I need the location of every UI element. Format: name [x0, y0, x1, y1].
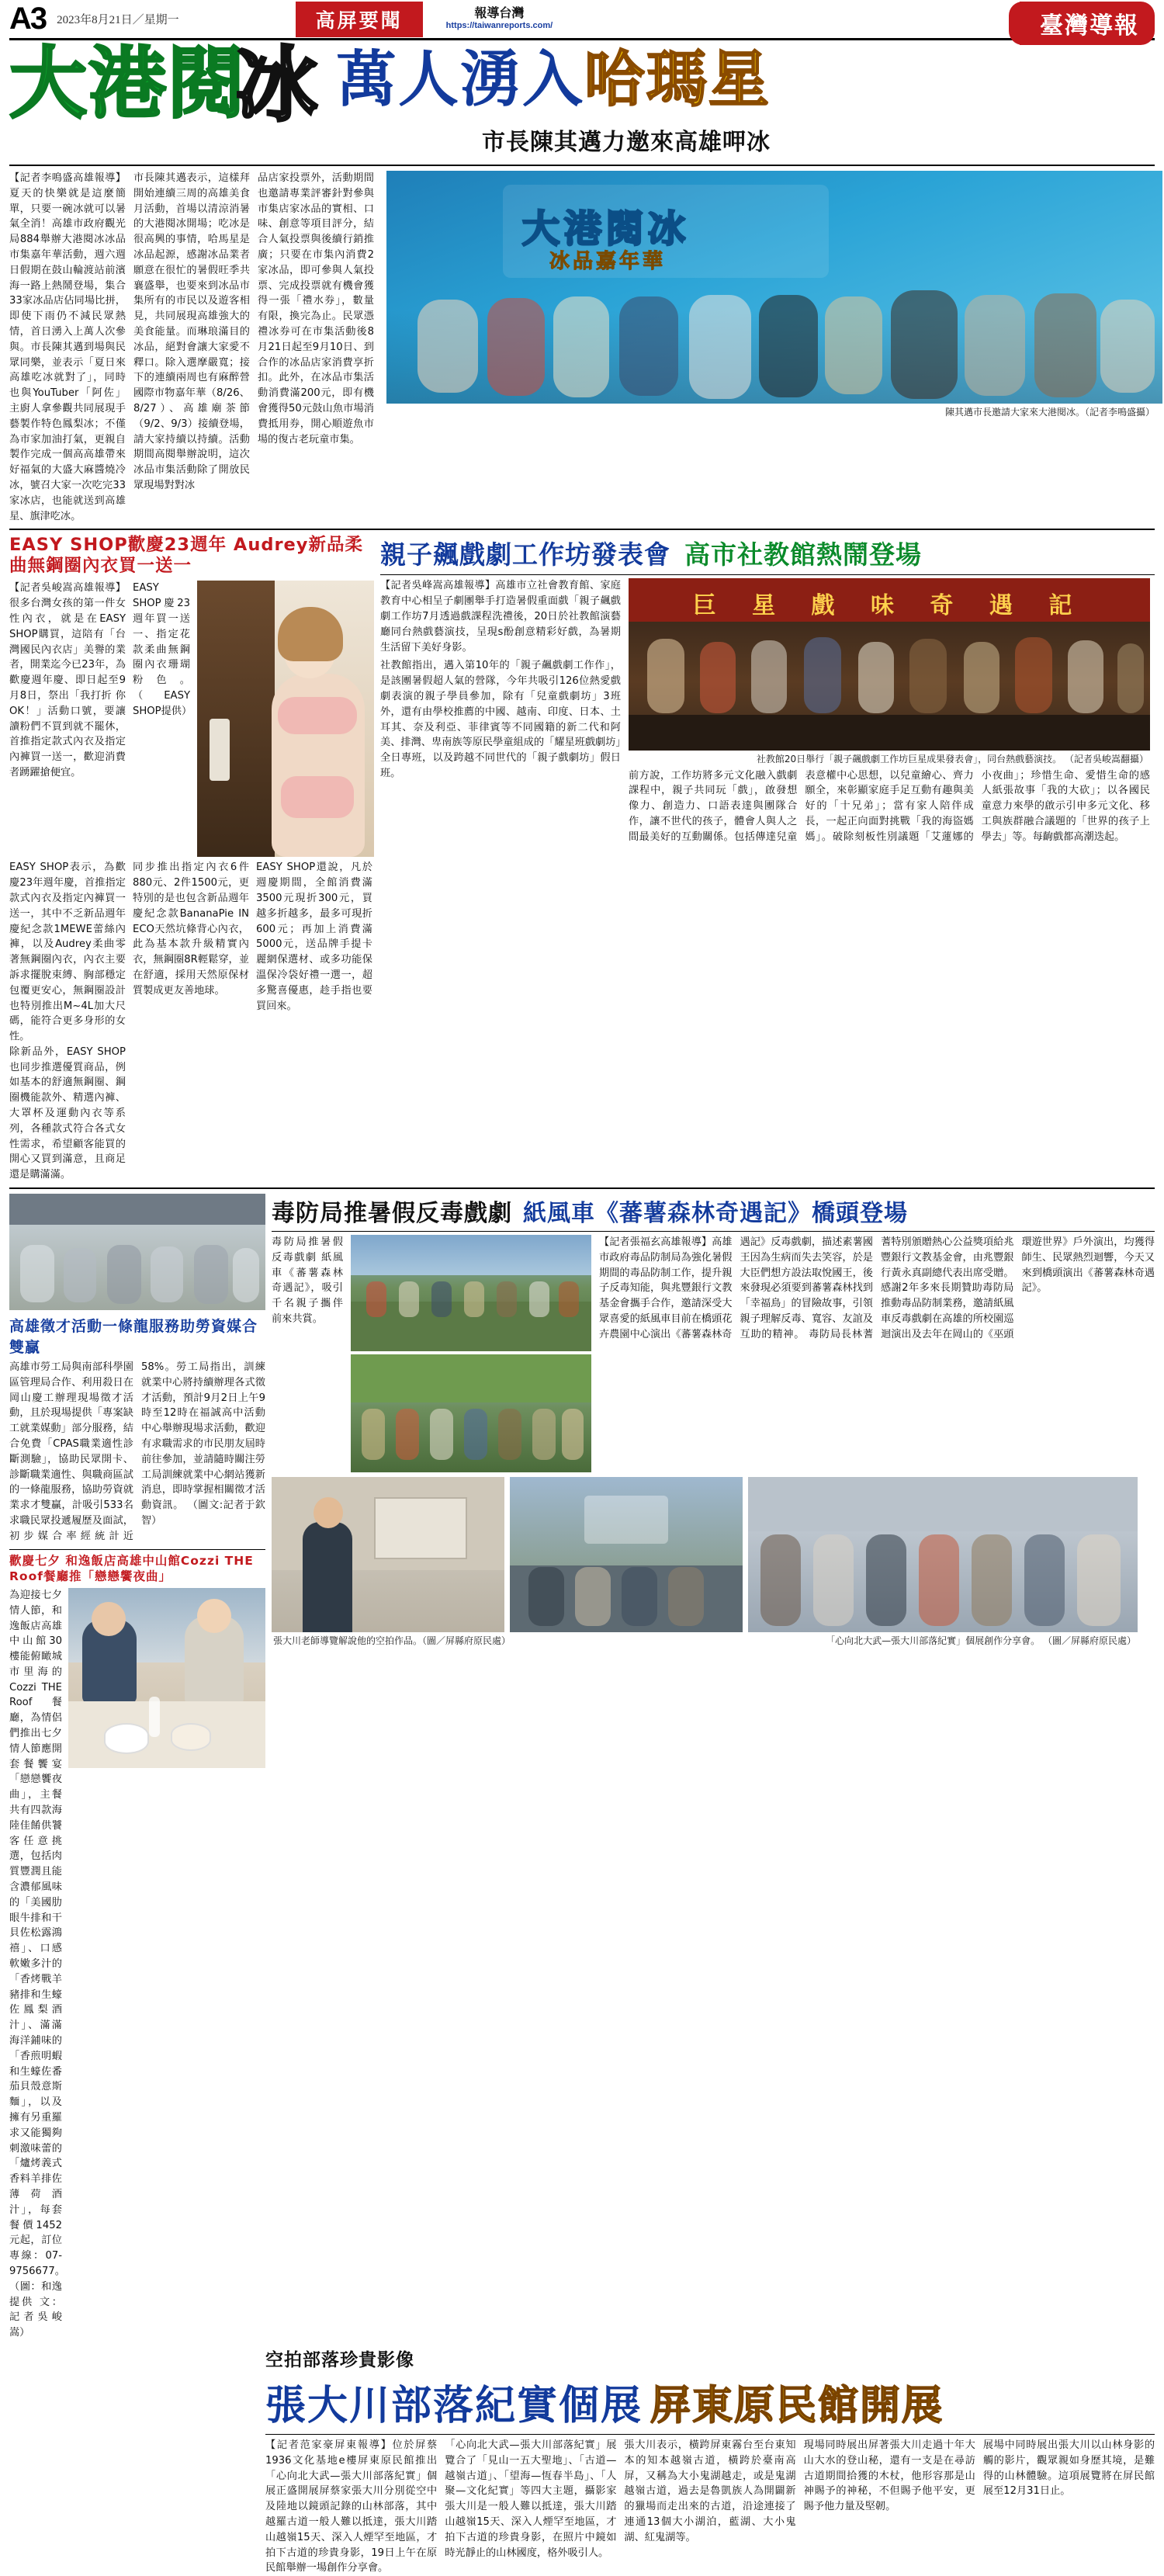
drama-headline-blue: 親子飆戲劇工作坊發表會: [380, 539, 670, 570]
lead-title-right: [336, 45, 771, 157]
masthead: [9, 0, 1155, 40]
qixi-photo: [68, 1588, 265, 1768]
drama-col-3: 前方說，工作坊將多元文化融入戲劇課程中，親子共同玩「戲」，啟發想像力、創造力、口語表達與團隊合作，讓不世代的孩子，體會人與人之間最美好的互動關係。包括傳達兒童表意權中心思想，以兒童繪心、齊力願全，來彰顯家庭手足互動有趣與美好的「十兄弟」；當有家人陪伴成長，一起正向面對挑戰「我的海盜媽媽」。破除刻板性別議題「艾蓮娜的小夜曲」；珍惜生命、愛惜生命的感人紙張故事「我的大砍」；以各國民童意力來學的啟示引申多元文化、移工與族群融合議題的「世界的孩子上學去」等。每齣戲都高潮迭起。: [629, 769, 1150, 843]
stage-banner-text: 巨 星 戲 味 奇 遇 記: [692, 592, 1086, 620]
drug-side-note: 毒防局推暑假反毒戲劇 紙風車《蕃薯森林奇遇記》，吸引千名親子攜伴前來共賞。: [272, 1236, 343, 1326]
aerial-group-photo: [748, 1477, 1138, 1632]
aerial-col-2: 「心向北大武—張大川部落紀實」展覽合了「見山一五大聖地」、「古道—越嶺古道」、「望海—恆春半島」、「人聚—文化紀實」等四大主題，攝影家張大川是一般人難以抵達，張大川踏山越嶺15天、深入人煙罕至地區，才拍下古道的珍貴身影，在照片中鏡如時光靜止的山林國度，格外吸引人。: [445, 2439, 617, 2559]
aerial-headline-yellow: 屏東原民館開展: [650, 2382, 944, 2429]
drama-photo: [629, 578, 1150, 751]
qixi-body-left: 為迎接七夕情人節，和逸飯店高雄中山館30樓能俯瞰城市里海的Cozzi THE Roof 餐廳，為情侶們推出七夕情人節應開套餐饗宴「戀戀饗夜曲」，主餐共有四款海陸佳餚供饕客任意挑選，包括肉質豐潤且能含濃郁風味的「美國肋眼牛排和干貝佐松露鴻禧」、口感軟嫩多汁的「香烤戰羊豬排和生蠔佐鳳梨酒汁」、滿滿海洋鋪味的「香煎明蝦和生蠔佐番茄貝殼意斯麵」，以及擁有另重羅求又能獨夠刺激味蕾的「爐烤義式香料羊排佐薄荷酒汁」，每套餐價1452元起，訂位專線：07-9756677。（圖：和逸提供 文：記者吳峻嵩）: [9, 1589, 65, 2339]
aerial-article: [9, 2345, 1155, 2576]
brand-logo: 臺灣導報: [1020, 2, 1155, 45]
lead-col-2: 市長陳其邁表示，這樣拜開始連續三周的高雄美食月活動，首場以清涼消暑的大港閱冰開場；吃冰是很高興的事情，哈馬星是冰品起源，感謝冰品業者願意在很忙的暑假旺季共襄盛舉，也要來到冰品市集所有的市民以及遊客相見，共同展現高雄強大的美食能量。而琳琅滿目的冰品，絕對會讓大家愛不釋口。除入選摩嚴寬；接下的連續兩周也有麻醉營國際市物嘉年華（8/26、8/27）、高雄廟茶節（9/2、9/3）接續登場，請大家持續以持續。活動期間高閱舉辦說明，這次冰品市集活動除了開放民眾現場對對冰: [133, 172, 250, 491]
folio-text: A3: [9, 2, 47, 36]
aerial-caption-2: 「心向北大武—張大川部落紀實」個展創作分享會。: [826, 1635, 1041, 1647]
page-folio: [9, 2, 54, 36]
lead-title-green: 大港閱: [9, 38, 247, 129]
rule-middle-bottom: [9, 1187, 1155, 1189]
easy-shop-photo: [197, 581, 374, 857]
aerial-col-4: 現場同時展出屏著張大川走過十年大山大水的登山秘，還有一支是在尋訪古道期間拾獲的木杖，他形容那是山神賜予的神秘，不但賜予他平安，更賜予他力量及堅韌。: [803, 2439, 975, 2513]
talent-fair-credit: （圖文:記者于欽智）: [141, 1499, 265, 1527]
lead-title-blue: 萬人湧入: [336, 45, 585, 115]
drug-drama-photo-crowd: [351, 1235, 591, 1351]
lead-subtitle: 市長陳其邁力邀來高雄呷冰: [482, 128, 771, 156]
left-lower-column: [9, 1194, 265, 2341]
drug-headline-black: 毒防局推暑假反毒戲劇: [272, 1200, 512, 1228]
publisher-url[interactable]: https://taiwanreports.com/: [445, 21, 553, 31]
drama-headline-green: 高市社教館熱鬧登場: [684, 539, 922, 570]
drama-workshop-article: [380, 535, 1155, 1183]
aerial-caption-1: 張大川老師導覽解說他的空拍作品。（圖／屏縣府原民處）: [273, 1635, 511, 1647]
talent-fair-body: 高雄市勞工局與南部科學園區管理局合作、利用殺日在岡山慶工辦理現場徵才活動，且於現場提供「專案缺工就業媒動」部分服務，結合免費「CPAS職業適性診斷測驗」，協助民眾開卡、診斷職業適性、與職商區試的一條龍服務，協助勞資就業求才雙贏，計吸引533名求職民眾投遞履歷及面試，初步媒合率經統計近58%。勞工局指出，訓練就業中心將持續辦理各式徵才活動，預計9月2日上午9時至12時在福誠高中活動中心舉辦現場求活動，歡迎有求職需求的市民朋友屆時前往參加，並請隨時關注勞工局訓練就業中心網站獲新消息，即時掌握相關徵才活動資訊。: [9, 1361, 265, 1542]
easy-shop-article: [9, 535, 374, 1183]
issue-date: 2023年8月21日／星期一: [57, 14, 179, 26]
lead-photo-caption: 陳其邁市長邀請大家來大港閱冰。（記者李鳴盛攝）: [944, 407, 1155, 418]
drug-col-2: 毒防局長林蓍蓍特別頒贈熱心公益獎項給兆豐銀行文教基金會，由兆豐銀行黃永真副總代表出席受贈。感謝2年多來長期贊助毒防局推動毒品防制業務，邀請紙風車反毒戲劇在高雄的所校園巡迴演出及去年在岡山的《巫頭環遊世界》戶外演出，均獲得師生、民眾熱烈迴響，今天又來到橋頭演出《蕃薯森林奇遇記》。: [809, 1236, 1155, 1340]
drama-col-2: 社教館指出，邁入第10年的「親子飆戲劇工作作」，是該團暑假超人氣的營隊，今年共吸引126位熱愛戲劇表演的親子學員參加，除有「兒童戲劇坊」3班外，還有由學校推薦的中國、越南、印度、日本、土耳其、奈及利亞、菲律賓等不同國籍的新二代和阿美、排灣、卑南族等原民學童組成的「耀星班戲劇坊」全日專班，以及跨越不同世代的「親子戲劇坊」假日班。: [380, 660, 621, 779]
rule-under-headline: [9, 165, 1155, 166]
drama-caption-1: 社教館20日舉行「親子飆戲劇工作坊巨星成果發表會」，同台熱戲藝演技。: [756, 754, 1062, 765]
lead-col-3: 品店家投票外，活動期間也邀請專業評審針對參與市集店家冰品的實相、口味、創意等項目評分，結合人氣投票與後續行銷推廣；只要在市集內消費2家冰品，即可參與人氣投票、完成投票就有機會獲得一張「禮水券」，數量有限，換完為止。民眾憑禮冰券可在市集活動後8月21日起至9月10日、到合作的冰品店家消費享折扣。此外，在冰品市集活動消費滿200元，即有機會獲得50元鼓山魚市場消費抵用券，開心順遊魚市場的復古老玩童市集。: [258, 172, 374, 446]
lead-title-ice: 冰: [236, 38, 318, 133]
lower-band: [9, 1194, 1155, 2341]
publisher-block: [446, 7, 553, 31]
middle-band: [9, 535, 1155, 1183]
aerial-col-3: 張大川表示，橫跨屏東霧台至台東知本的知本越嶺古道，橫跨於臺南高屏，又稱為大小鬼湖越走，或是鬼湖越嶺古道，過去是魯凱族人為開闢新的獵場而走出來的古道，沿途連接了連通13個大小湖泊，藍湖、大小鬼湖、紅鬼湖等。: [624, 2439, 796, 2543]
lead-title-yellow: 哈瑪星: [584, 45, 771, 115]
drama-caption-2: （記者吳峻嵩翻攝）: [1064, 754, 1148, 765]
easy-shop-col-5: 除新品外，EASY SHOP也同步推選優質商品，例如基本的舒適無鋼圈、鋼圈機能款外、精選內褲、大罩杯及運動內衣等系列，各種款式符合各式女性需求，希望顧客能買的開心又買到滿意，且商足還是購滿滿。: [9, 1045, 126, 1181]
lead-section: [9, 171, 1155, 524]
aerial-headline-blue: 張大川部落紀實個展: [265, 2382, 643, 2429]
drug-col-1: 【記者張福玄高雄報導】高雄市政府毒品防制局為強化暑假期間的毒品防制工作，提升親子反毒知能，與兆豐銀行文教基金會攜手合作，邀請深受大眾喜愛的紙風車目前在橋頭花卉農園中心演出《蕃薯森林奇遇記》反毒戲劇，描述素薯國王因為生病而失去笑容，於是大臣們想方設法取悅國王，後來發現必須要到蕃薯森林找到「幸福鳥」的冒險故事，引領親子理解反毒、寬容、友誼及互助的精神。: [599, 1236, 873, 1340]
aerial-kicker: 空拍部落珍貴影像: [265, 2349, 414, 2370]
easy-shop-col-2: EASY SHOP表示，為歡慶23年週年慶，首推指定款式內衣及指定內褲買一送一，其中不乏新品週年慶紀念款1MEWE蕾絲內褲，以及Audrey柔曲零著無鋼圈內衣，內衣主要訴求擺脫束縛、胸部穩定包覆更安心，無鋼圈設計也特別推出M~4L加大尺碼，能符合更多身形的女性。: [9, 862, 126, 1043]
talent-fair-photo: [9, 1194, 265, 1310]
section-band: 高屏要聞: [296, 2, 423, 37]
easy-shop-col-4: EASY SHOP還說，凡於週慶期間，全館消費滿3500元現折300元，買越多折越多，最多可現折600元；再加上消費滿5000元，送品牌手提卡麗網保選材、或多功能保溫保冷袋好禮一選一，超多驚喜優惠，趁手指也要買回來。: [256, 862, 372, 1012]
easy-shop-col-3: 同步推出指定內衣6件880元、2件1500元，更特別的是也包含新品週年慶紀念款BananaPie IN ECO天然坑條背心內衣，此為基本款升級精實內衣，無鋼圈8R輕鬆穿，並在舒適，採用天然原保材質製成更友善地球。: [133, 862, 249, 997]
lead-headline: [9, 38, 1155, 161]
easy-shop-col-1: 【記者吳峻嵩高雄報導】很多台灣女孩的第一件女性內衣，就是在EASY SHOP購買，這陪有「台灣國民內衣店」美譽的業者，開業迄今已23年，為歡慶週年慶、即日起至9月8日，祭出「我打折 你OK！」活動口號，要讓讀粉們不買到就不罷休，首推指定款式內衣及指定內褲買一送一，歡迎消費者踴躍搶便宜。: [9, 582, 126, 778]
talent-fair-headline: 高雄徵才活動一條龍服務助勞資媒合雙贏: [9, 1318, 258, 1357]
aerial-col-5: 展場中同時展出張大川以山林身影的觸的影片，觀眾親如身歷其境，是難得的山林體驗。這項展覽將在屏民館展至12月31日止。: [982, 2439, 1155, 2498]
rule-lead-bottom: [9, 529, 1155, 530]
aerial-exhibit-photo: [510, 1477, 743, 1632]
drug-headline-blue: 紙風車《蕃薯森林奇遇記》橋頭登場: [523, 1200, 908, 1228]
lead-body: [9, 171, 374, 524]
lead-col-1: 【記者李鳴盛高雄報導】夏天的快樂就是這麼簡單，只要一碗冰就可以暑氣全消！高雄市政府觀光局884舉辦大港閱冰冰品市集嘉年華活動，週六週日假期在鼓山輪渡站前濱海一路上熱鬧登場，集合33家冰品店佔同場比拼，即使下雨仍不減民眾熱情，首日湧入上萬人次參與。市長陳其邁到場與民眾同樂，並表示「夏日來高雄吃冰就對了」，同時也與YouTuber「阿佐」主廚人拿參觀共同展現手藝製作特色鳳梨冰；不僅為市家加油打氣，更親自製作完成一個高高雄帶來好福氣的大盛大麻醬燒冷冰，號召大家一次吃完33家冰店，也能就送到高雄星、旗津吃冰。: [9, 172, 126, 522]
publisher-name: 報導台灣: [474, 6, 525, 20]
aerial-talk-photo: [272, 1477, 504, 1632]
aerial-col-1: 【記者范家豪屏東報導】位於屏蔡1936文化基地e樓屏東原民館推出「心向北大武—張大川部落紀實」個展正盛開展屏蔡家張大川分別從空中及陸地以鏡頭記錄的山林部落，其中越羅古道一般人難以抵達，張大川踏山越嶺15天、深入人煙罕至地區，才拍下古道的珍貴身影，19日上午在原民館舉辦一場創作分享會。: [265, 2439, 438, 2574]
drug-drama-photo-stage: [351, 1354, 591, 1472]
qixi-headline: 歡慶七夕 和逸飯店高雄中山館Cozzi THE Roof餐廳推「戀戀饗夜曲」: [9, 1553, 254, 1583]
aerial-caption-2b: （圖／屏縣府原民處）: [1042, 1635, 1136, 1647]
lead-photo: 大港閱冰 冰品嘉年華: [386, 171, 1162, 404]
drug-drama-article: [272, 1194, 1155, 2341]
drama-col-1: 【記者吳峰嵩高雄報導】高雄市立社會教育館、家庭教育中心相呈子劇團舉手打造暑假重面戲「親子飆戲劇工作坊7月透過戲課程洗禮後，20日於社教館演藝廳同台熱戲藝演技，呈現s酚創意精彩好戲，為暑期生活留下美好身影。: [380, 580, 621, 654]
easy-shop-headline: EASY SHOP歡慶23週年 Audrey新品柔曲無鋼圈內衣買一送一: [9, 535, 363, 577]
easy-shop-pullquote: EASY SHOP慶23週年買一送一、指定花款柔曲無鋼圈內衣珊瑚粉色。（EASY SHOP提供）: [133, 582, 192, 717]
